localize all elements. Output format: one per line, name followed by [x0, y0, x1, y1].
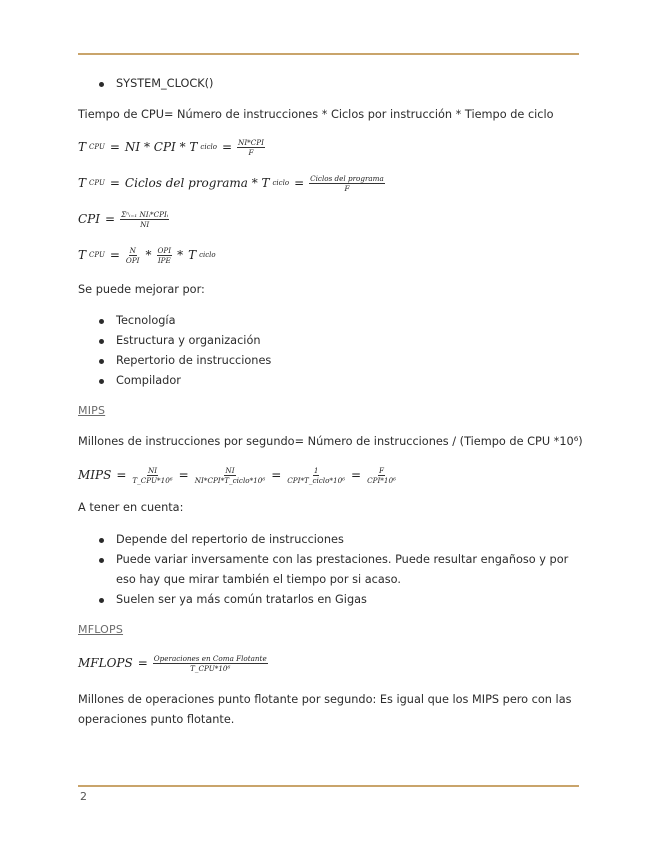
mips-heading: MIPS: [78, 404, 106, 417]
page-number: 2: [80, 790, 87, 803]
fraction: $\frac{NI}{\text{NI*CPI*T\_ciclo*10⁶}}$: [194, 465, 266, 485]
list-item: SYSTEM_CLOCK(): [78, 74, 583, 94]
list-item: Depende del repertorio de instrucciones: [78, 530, 583, 550]
consider-intro: A tener en cuenta:: [78, 501, 184, 514]
formula-tcpu-3: T CPU = $\frac{N}{\text{OPI}}$ * $\frac{\text{OPI}}{\text{IPE}}$ * T ciclo: [78, 245, 216, 265]
footer-rule: [78, 785, 579, 787]
fraction: $\frac{\text{OPI}}{\text{IPE}}$: [157, 245, 172, 265]
top-bullet-list: [78, 74, 583, 94]
list-item: Repertorio de instrucciones: [78, 351, 583, 371]
formula-cpi: CPI = $\frac{\text{Σⁿᵢ₌₁ NIᵢ*CPIᵢ}}{NI}$: [78, 209, 169, 229]
fraction: $\frac{\text{Σⁿᵢ₌₁ NIᵢ*CPIᵢ}}{NI}$: [121, 209, 169, 229]
fraction: $\frac{\text{Operaciones en Coma Flotante}}{\text{T\_CPU*10⁶}}$: [153, 653, 267, 673]
improve-list: [78, 311, 583, 391]
list-item: Tecnología: [78, 311, 583, 331]
formula-mips: MIPS = $\frac{NI}{\text{T\_CPU*10⁶}}$ = $\frac{NI}{\text{NI*CPI*T\_ciclo*10⁶}}$ = $\frac{1}{\text{CPI*T\_ciclo*10⁶}}$ = $\frac{F}{\text{CPI*10⁶}}$: [78, 465, 396, 485]
fraction: $\frac{F}{\text{CPI*10⁶}}$: [367, 465, 396, 485]
page-content: [78, 74, 583, 730]
list-item: Suelen ser ya más común tratarlos en Gigas: [78, 590, 583, 610]
improve-intro: Se puede mejorar por:: [78, 283, 205, 296]
formula-tcpu-2: T CPU = Ciclos del programa * T ciclo = $\frac{\text{Ciclos del programa}}{F}$: [78, 173, 384, 193]
fraction: $\frac{N}{\text{OPI}}$: [125, 245, 140, 265]
cpu-time-text: Tiempo de CPU= Número de instrucciones * Ciclos por instrucción * Tiempo de ciclo: [78, 108, 554, 121]
mflops-heading: MFLOPS: [78, 623, 124, 636]
consider-list: [78, 530, 583, 610]
list-item: Puede variar inversamente con las prestaciones. Puede resultar engañoso y por eso hay que mirar también el tiempo por si acaso.: [78, 550, 583, 590]
fraction: $\frac{\text{NI*CPI}}{F}$: [238, 137, 264, 157]
list-item: Estructura y organización: [78, 331, 583, 351]
mflops-text: Millones de operaciones punto flotante por segundo: Es igual que los MIPS pero con las operaciones punto flotante.: [78, 693, 572, 726]
fraction: $\frac{NI}{\text{T\_CPU*10⁶}}$: [132, 465, 173, 485]
mips-text: Millones de instrucciones por segundo= Número de instrucciones / (Tiempo de CPU *10⁶): [78, 435, 583, 448]
header-rule: [78, 53, 579, 55]
fraction: $\frac{1}{\text{CPI*T\_ciclo*10⁶}}$: [287, 465, 346, 485]
fraction: $\frac{\text{Ciclos del programa}}{F}$: [310, 173, 384, 193]
formula-mflops: MFLOPS = $\frac{\text{Operaciones en Coma Flotante}}{\text{T\_CPU*10⁶}}$: [78, 653, 267, 673]
formula-tcpu-1: T CPU = NI * CPI * T ciclo = $\frac{\text{NI*CPI}}{F}$: [78, 137, 264, 157]
list-item: Compilador: [78, 371, 583, 391]
